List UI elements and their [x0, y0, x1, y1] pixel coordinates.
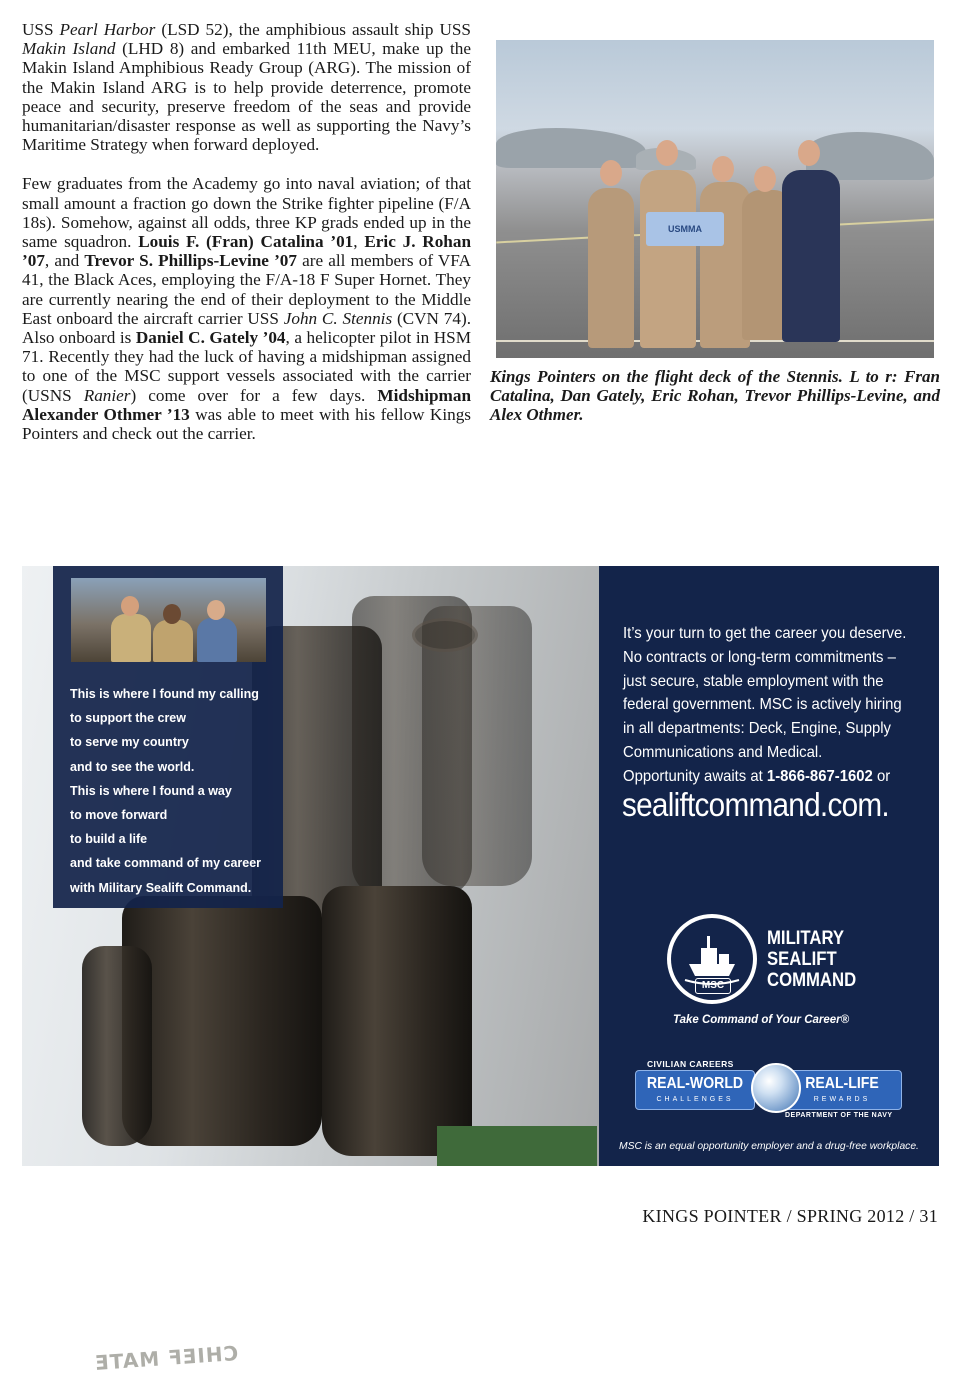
slogan-line: to build a life — [70, 832, 148, 847]
logo-letters: MSC — [695, 978, 731, 994]
slogan-line: with Military Sealift Command. — [70, 880, 252, 895]
usmma-flag: USMMA — [646, 212, 724, 246]
ad-pitch — [623, 622, 930, 789]
msc-logo — [667, 914, 757, 1004]
text-run: Louis F. (Fran) Catalina ’01 — [138, 232, 354, 252]
crew-member — [111, 614, 151, 662]
binocular-label: CHIEF MATE — [93, 1340, 239, 1375]
binocular-eyepiece — [412, 618, 478, 652]
text-run: are all members of VFA 41, the Black Aces, employing the F/A-18 F Super Hornet. They are currently nearing the end of their deployment to the Middle East onboard the aircraft carrier USS — [22, 251, 472, 328]
pitch-line: in all departments: Deck, Engine, Supply — [623, 720, 891, 738]
slogan-line: to move forward — [70, 808, 168, 823]
crew-member — [153, 620, 193, 662]
text-run: John C. Stennis — [283, 308, 393, 328]
website-link[interactable]: sealiftcommand.com. — [622, 786, 889, 823]
person-head — [600, 160, 622, 186]
pitch-line: Communications and Medical. — [623, 743, 823, 761]
slogan-panel — [53, 566, 283, 908]
crew-head — [121, 596, 139, 616]
text-run: , and — [44, 251, 85, 271]
text-run: ) come over for a few days. — [130, 385, 378, 405]
binocular-foreground — [82, 946, 152, 1146]
slogan-text — [70, 682, 290, 900]
org-name-line: COMMAND — [767, 970, 857, 991]
crew-head — [163, 604, 181, 624]
department-label: DEPARTMENT OF THE NAVY — [785, 1112, 893, 1119]
slogan-line: This is where I found a way — [70, 783, 232, 798]
logo-inner — [671, 918, 753, 1000]
person-head — [712, 156, 734, 182]
page-folio: KINGS POINTER / SPRING 2012 / 31 — [642, 1206, 938, 1226]
person-alex-othmer — [782, 170, 840, 342]
organization-name — [767, 928, 856, 991]
real-world-label: REAL-WORLD — [646, 1075, 744, 1092]
book — [437, 1126, 597, 1166]
phone-line — [623, 765, 930, 789]
real-life-label: REAL-LIFE — [805, 1075, 879, 1092]
rewards-label: REWARDS — [813, 1096, 871, 1103]
org-name-line: MILITARY — [767, 928, 845, 949]
photo-caption: Kings Pointers on the flight deck of the Stennis. L to r: Fran Catalina, Dan Gately, Eric Rohan, Trevor Phillips-Levine, and Alex Othmer. — [490, 367, 940, 424]
text-run: Pearl Harbor — [59, 20, 156, 39]
civilian-careers-badge — [635, 1050, 900, 1119]
flight-deck-photo — [496, 40, 934, 358]
pitch-line: federal government. MSC is actively hiring — [623, 696, 902, 714]
slogan-line: and to see the world. — [70, 759, 195, 774]
crew-head — [207, 600, 225, 620]
binocular-foreground — [322, 886, 472, 1156]
pitch-line: just secure, stable employment with the — [623, 672, 884, 690]
slogan-line: to support the crew — [70, 711, 186, 726]
crew-photo — [71, 578, 266, 662]
ad-info-panel — [599, 566, 939, 1166]
text-run: Ranier — [83, 385, 131, 405]
opportunity-text: Opportunity awaits at — [623, 767, 767, 785]
pitch-line: No contracts or long-term commitments – — [623, 648, 896, 666]
slogan-line: and take command of my career — [70, 856, 262, 871]
opportunity-suffix: or — [872, 767, 891, 785]
text-run: was able to meet with his fellow Kings Pointers and check out the carrier. — [22, 404, 471, 444]
article-body — [22, 20, 471, 463]
text-run: USS — [22, 20, 60, 39]
article-paragraph-2 — [22, 174, 471, 443]
text-run: , — [353, 232, 365, 252]
slogan-line: to serve my country — [70, 735, 189, 750]
person-head — [754, 166, 776, 192]
text-run: Eric J. Rohan ’07 — [22, 232, 472, 271]
text-run: Few graduates from the Academy go into naval aviation; of that small amount a fraction go down the Strike fighter pipeline (F/A 18s). Somehow, against all odds, three KP grads ended up in the same squadron. — [22, 174, 471, 252]
person-dan-gately — [640, 170, 696, 348]
disclaimer: MSC is an equal opportunity employer and a drug-free workplace. — [619, 1141, 919, 1152]
tagline: Take Command of Your Career® — [673, 1014, 850, 1026]
text-run: Daniel C. Gately ’04 — [135, 328, 286, 348]
text-run: (CVN 74). Also onboard is — [22, 308, 471, 348]
careers-label: CIVILIAN CAREERS — [647, 1059, 734, 1069]
slogan-line: This is where I found my calling — [70, 687, 259, 701]
text-run: Trevor S. Phillips-Levine ’07 — [84, 251, 297, 271]
text-run: , a helicopter pilot in HSM 71. Recently they had the luck of having a midshipman assigned to one of the MSC support vessels associated with the carrier (USNS — [22, 328, 471, 405]
person-fran-catalina — [588, 188, 634, 348]
text-run: (LSD 52), the amphibious assault ship USS — [155, 20, 471, 39]
person-head — [656, 140, 678, 166]
article-paragraph-1 — [22, 20, 471, 154]
pitch-line: It’s your turn to get the career you deserve. — [623, 625, 907, 642]
crew-member — [197, 618, 237, 662]
org-name-line: SEALIFT — [767, 949, 837, 970]
globe-icon — [751, 1063, 801, 1113]
parked-jet — [496, 128, 646, 168]
person-head — [798, 140, 820, 166]
real-world-box — [635, 1070, 755, 1110]
phone-number: 1-866-867-1602 — [766, 767, 873, 785]
text-run: Makin Island — [22, 39, 116, 59]
text-run: Midshipman Alexander Othmer ’13 — [22, 385, 471, 424]
text-run: (LHD 8) and embarked 11th MEU, make up the Makin Island Amphibious Ready Group (ARG). The mission of the Makin Island ARG is to help provide deterrence, promote peace and security, preserve freedom of the seas and provide humanitarian/disaster response as well as supporting the Navy’s Maritime Strategy when forward deployed. — [22, 39, 471, 155]
binocular-foreground — [122, 896, 322, 1146]
challenges-label: CHALLENGES — [656, 1096, 734, 1103]
